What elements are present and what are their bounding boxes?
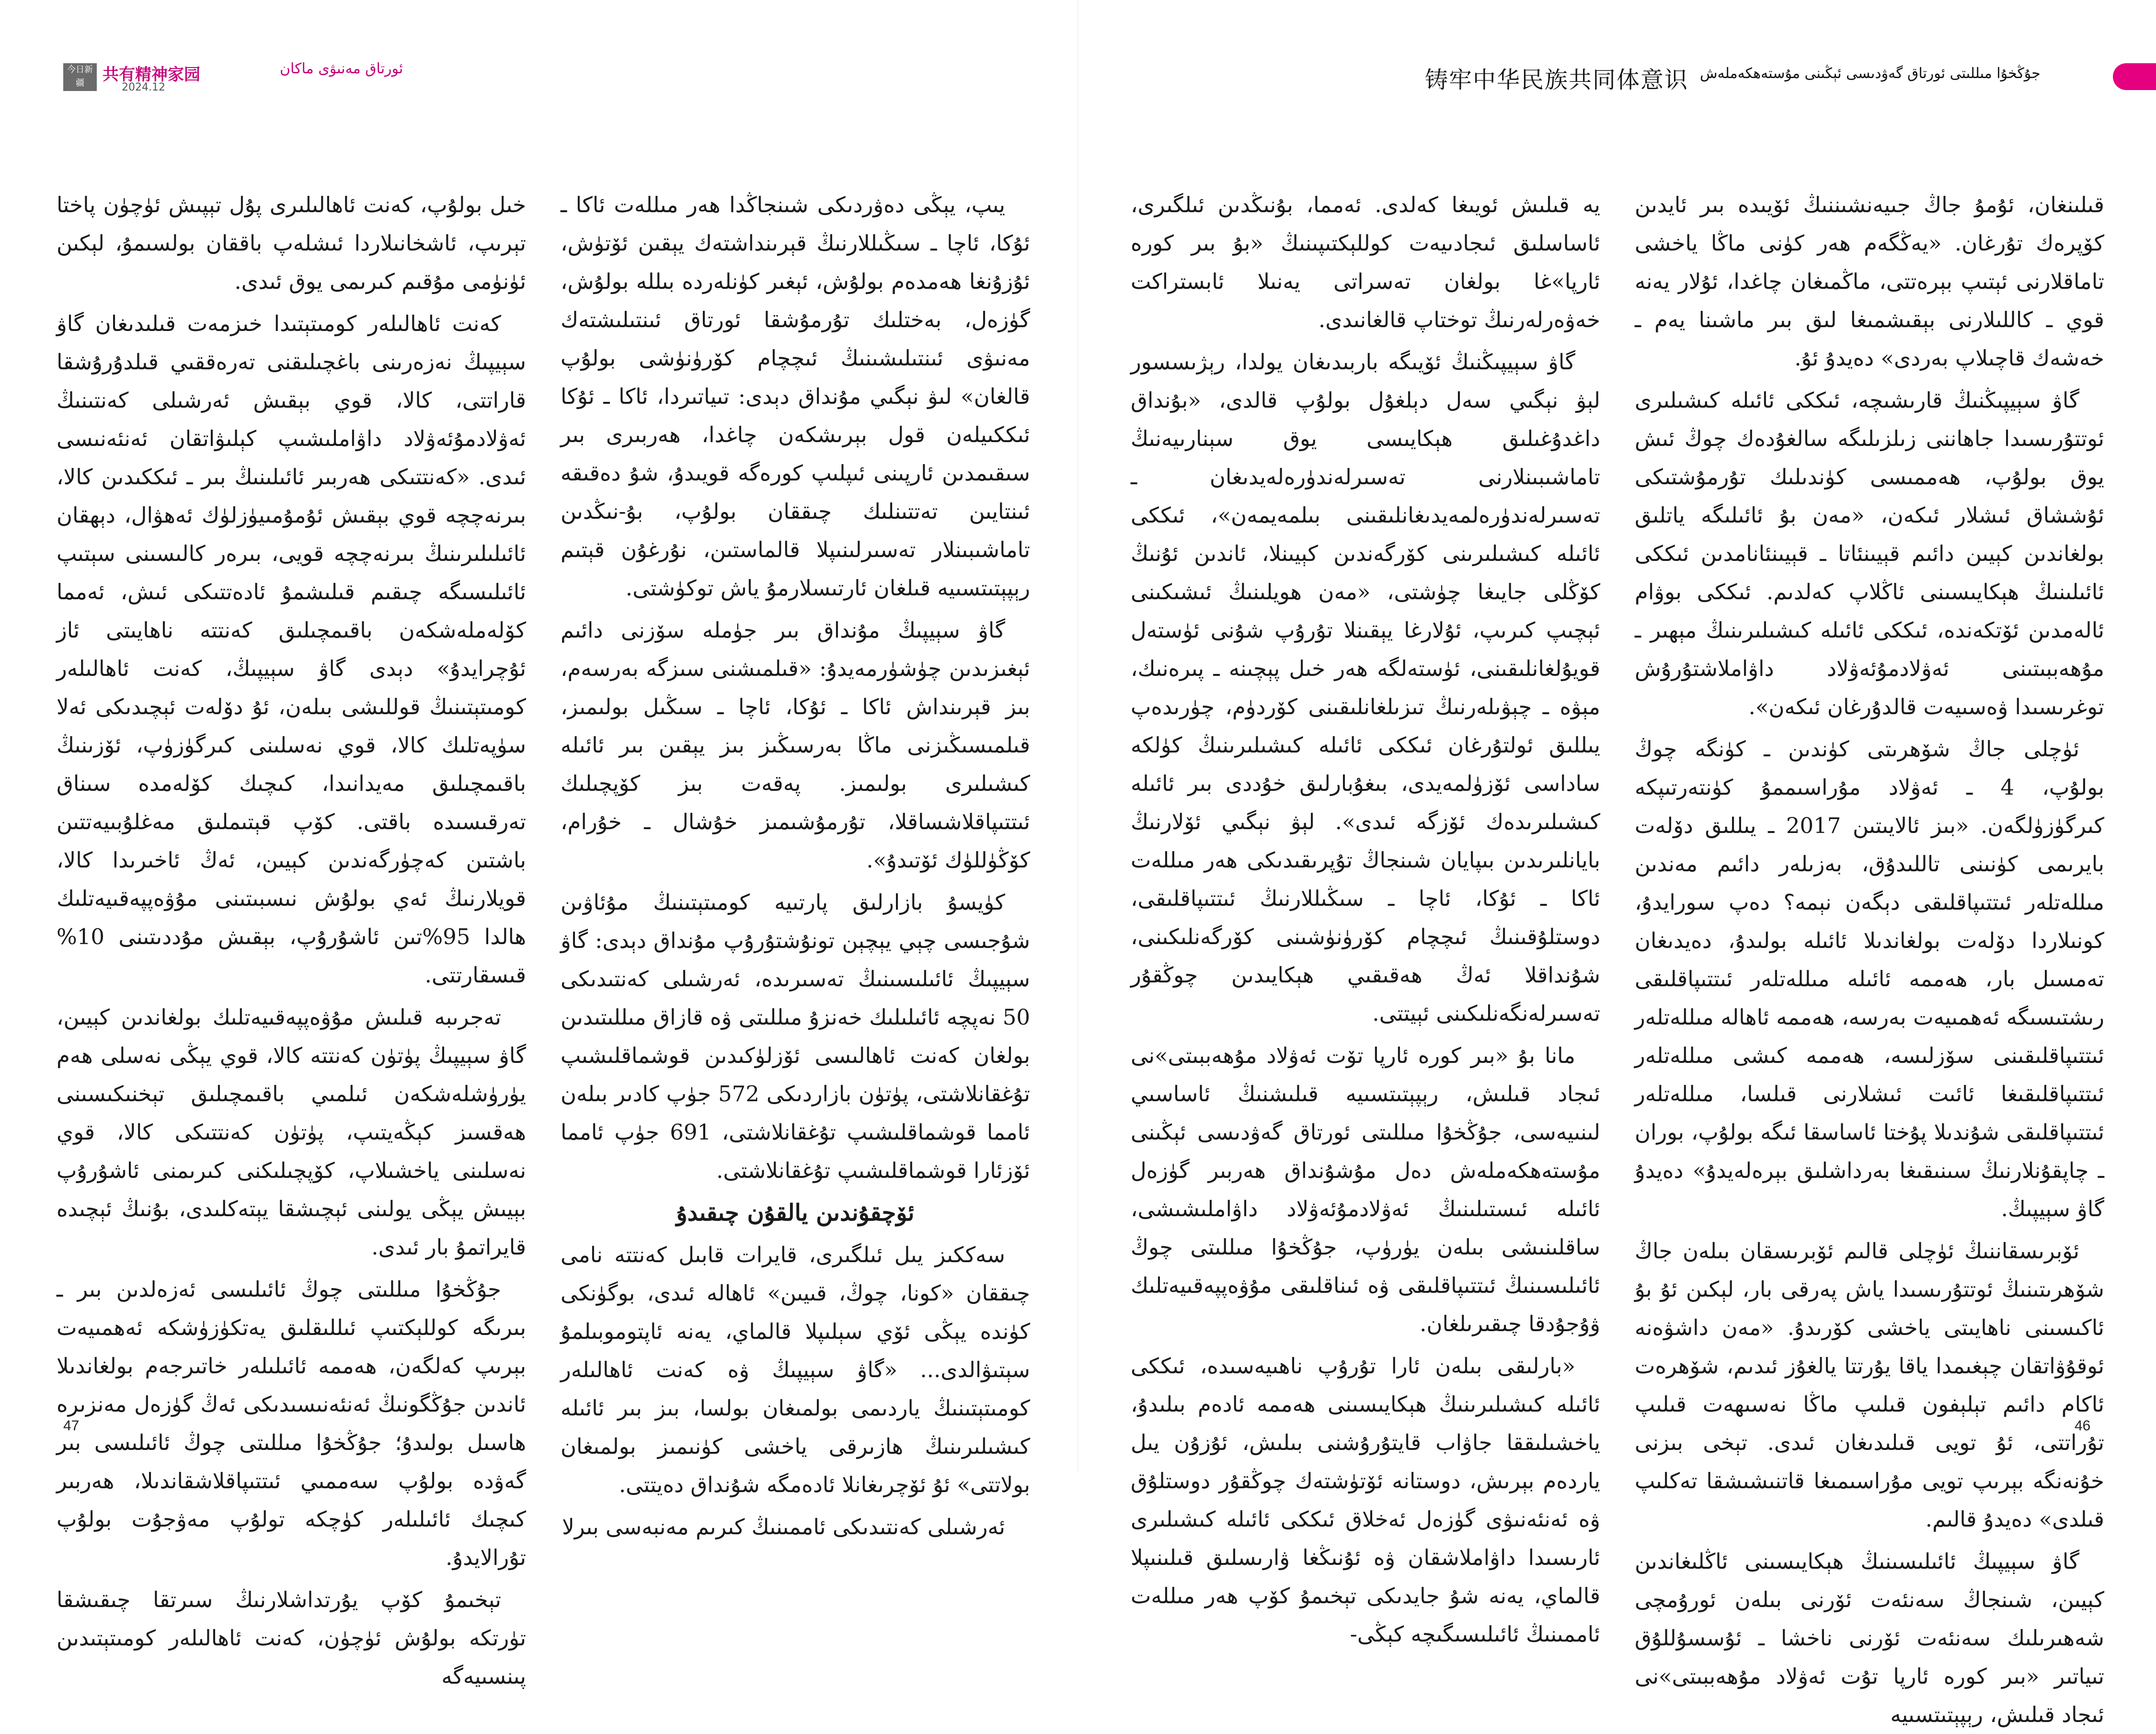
paragraph: گاۋ سېيپىڭنىڭ ئۆيىگە باربىدىغان يولدا، رېژىسسور لېۋ نېگىي سەل دېلغۇل بولۇپ قالدى، «بۇنداق داغدۇغىلىق ھېكايىسى يوق سېنارىيەنىڭ تاماشىبىنلارنى تەسىرلەندۈرەلەيدىغان ـ تەسىرلەندۈرەلمەيدىغانلىقىنى بىلمەيمەن»، ئىككى ئائىلە كىشىلىرىنى كۆرگەندىن كېيىنلا، ئاندىن ئۇنىڭ كۆڭلى جايىغا چۈشتى، «مەن ھويلىنىڭ ئىشىكىنى ئېچىپ كىرىپ، ئۇلارغا يېقىنلا تۇرۇپ شۇنى ئۈستەل قويۇلغانلىقىنى، ئۈستەلگە ھەر خىل پېچىنە ـ پىرەنىك، مېۋە ـ چېۋىلەرنىڭ تىزىلغانلىقىنى كۆردۈم، چۈرىدەپ يىللىق ئولتۇرغان ئىككى ئائىلە كىشىلىرىنىڭ كۈلكە ساداسى ئۆزۈلمەيدى، بىغۇبارلىق خۇددى بىر ئائىلە كىشىلىرىدەك ئۆزگە ئىدى». لېۋ نېگىي ئۆلارنىڭ بايانلىرىدىن بىپايان شىنجاڭ تۇپرىقىدىكى ھەر مىللەت ئاكا ـ ئۇكا، ئاچا ـ سىڭىللارنىڭ ئىتتىپاقلىقى، دوستلۇقىنىڭ ئىچچام كۆرۈنۈشىنى كۆرگەنلىكىنى، شۇنداقلا ئەڭ ھەقىقىي ھېكايىدىن چوڭقۇر تەسىرلەنگەنلىكىنى ئېيتتى. bbox=[1131, 349, 1600, 1026]
paragraph: سەككىز يىل ئىلگىرى، قايرات قابىل كەنتتە نامى چىققان «كونا، چوڭ، قىيىن» ئاھالە ئىدى، بوگۈنكى كۈندە يېڭى ئۆي سېلىپلا قالماي، يەنە ئاپتوموبىلمۇ سېتىۋالدى... «گاۋ سېيپىڭ ۋە كەنت ئاھالىلەر كومىتېتىنىڭ ياردىمى بولمىغان بولسا، بىز بىر ئائىلە كىشىلىرىنىڭ ھازىرقى ياخشى كۈنىمىز بولمىغان بولاتتى» ئۇ ئۆچرىغانلا ئادەمگە شۇنداق دەيتتى. bbox=[561, 1242, 1030, 1497]
paragraph: كۈيسۇ بازارلىق پارتىيە كومىتېتىنىڭ مۇئاۋىن شۇجىسى چېي يېچېن تونۇشتۇرۇپ مۇنداق دېدى: گاۋ سېيپىڭ ئائىلىسىنىڭ تەسىرىدە، ئەرشىلى كەنتىدىكى 50 نەپچە ئائىلىلىك خەنزۇ مىللىتى ۋە قازاق مىللىتىدىن بولغان كەنت ئاھالىسى ئۆزلۈكىدىن قوشماقلىشىپ تۇغقانلاشتى، پۈتۈن بازاردىكى 572 جۈپ كادىر بىلەن ئامما قوشماقلىشىپ تۇغقانلاشتى، 691 جۈپ ئامما ئۆزئارا قوشماقلىشىپ تۇغقانلاشتى. bbox=[561, 890, 1031, 1183]
section-tab-marker bbox=[2113, 63, 2156, 90]
slogan-uyghur: جۇڭخۇا مىللىتى ئورتاق گەۋدىسى ئېڭىنى مۇستەھكەملەش bbox=[1700, 65, 2041, 82]
paragraph: جۇڭخۇا مىللىتى چوڭ ئائىلىسى ئەزەلدىن بىر ـ بىرىگە كوللېكتىپ ئىللىقلىق يەتكۈزۈشكە ئەھمىيەت بېرىپ كەلگەن، ھەممە ئائىلىلەر خاتىرجەم بولغاندىلا ئاندىن جۇڭگونىڭ ئەنئەنىسىدىكى ئەڭ گۈزەل مەنزىرە ھاسىل بولىدۇ؛ جۇڭخۇا مىللىتى چوڭ ئائىلىسى بىر گەۋدە بولۇپ سەممىي ئىتتىپاقلاشقاندىلا، ھەربىر كىچىك ئائىلىلەر كۈچكە تولۇپ مەۋجۇت بولۇپ تۇرالايدۇ. bbox=[57, 1277, 526, 1570]
paragraph: گاۋ سېيپىڭ مۇنداق بىر جۈملە سۆزنى دائىم ئېغىزىدىن چۈشۈرمەيدۇ: «قىلمىشنى سىزگە بەرسەم، بىز قېرىنداش ئاكا ـ ئۇكا، ئاچا ـ سىڭىل بولىمىز، قىلمىسىڭىزنى ماڭا بەرسىڭىز بىز يېقىن بىر ئائىلە كىشىلىرى بولىمىز. پەقەت بىز كۆپچىلىك ئىتتىپاقلاشساقلا، تۇرمۇشىمىز خۇشال ـ خۇرام، كۆڭۈللۈك ئۆتىدۇ». bbox=[561, 617, 1030, 873]
paragraph: تېخىمۇ كۆپ يۇرتداشلارنىڭ سىرتقا چىقىشقا تۈرتكە بولۇش ئۈچۈن، كەنت ئاھالىلەر كومىتېتىدىن پىنسىيەگە bbox=[57, 1587, 526, 1689]
magazine-name: 共有精神家园 bbox=[103, 65, 200, 84]
magazine-logo bbox=[63, 63, 97, 91]
paragraph: ئۆبرىسقاننىڭ ئۈچلى قالىم ئۆبرىسقان بىلەن جاڭ شۆھرىتىنىڭ ئوتتۇرىسىدا ياش پەرقى بار، لېكىن ئۇ بۇ ئاكىسىنى ناھايىتى ياخشى كۆرىدۇ. «مەن داشۋەنە ئوقۇۋاتقان چېغىمدا ياقا يۇرتتا يالغۇز ئىدىم، شۆھرەت ئاكام دائىم تېلېفون قىلىپ ماڭا نەسىھەت قىلىپ تۇراتتى، ئۇ تويى قىلىدىغان ئىدى. تېخى بىزنى خۇنەنگە بېرىپ تويى مۇراسىمىغا قاتنىشىشقا تەكلىپ قىلدى» دەيدۇ قالىم. bbox=[1635, 1238, 2104, 1532]
section-subheading: ئۆچقۇندىن يالقۇن چىقىدۇ bbox=[676, 1199, 915, 1226]
paragraph: ئۈچلى جاڭ شۆھرىتى كۈندىن ـ كۈنگە چوڭ بولۇپ، 4 ـ ئەۋلاد مۇراسىممۇ كۈنتەرتىپكە كىرگۈزۈلگەن. «بىز ئالايىتىن 2017 ـ يىللىق دۆلەت بايرىمى كۈنىنى تاللىدۇق، بەزىلەر دائىم مەندىن مىللەتلەر ئىتتىپاقلىقى دېگەن نېمە؟ دەپ سورايدۇ، كونىلاردا دۆلەت بولغاندىلا ئائىلە بولىدۇ، دەيدىغان تەمسىل بار، ھەممە ئائىلە مىللەتلەر ئىتتىپاقلىقى رىشتىسىگە ئەھمىيەت بەرسە، ھەممە ئاھالە مىللەتلەر ئىتتىپاقلىقىنى سۆزلىسە، ھەممە كىشى مىللەتلەر ئىتتىپاقلىقىغا ئائىت ئىشلارنى قىلسا، مىللەتلەر ئىتتىپاقلىقى شۇندىلا پۇختا ئاساسقا ئىگە بولۇپ، بوران ـ چاپقۇنلارنىڭ سىنىقىغا بەرداشلىق بېرەلەيدۇ» دەيدۇ گاۋ سېيپىڭ. bbox=[1635, 736, 2104, 1221]
paragraph: تەجرىبە قىلىش مۇۋەپپەقىيەتلىك بولغاندىن كېيىن، گاۋ سېيپىڭ پۈتۈن كەنتتە كالا، قوي يېڭى نەسلى ھەم يۈرۈشلەشكەن ئىلمىي باقىمچىلىق تېخنىكىسىنى ھەقسىز كېڭەيتىپ، پۈتۈن كەنتتىكى كالا، قوي نەسلىنى ياخشىلاپ، كۆپچىلىكنى كىرىمنى ئاشۇرۇپ بېيىش يېڭى يولىنى ئېچىشقا يېتەكلىدى، بۇنىڭ ئېچىدە قايراتمۇ بار ئىدى. bbox=[57, 1004, 526, 1260]
section-title-ug: ئورتاق مەنىۋى ماكان bbox=[280, 60, 403, 77]
paragraph: يە قىلىش ئويىغا كەلدى. ئەمما، بۇنىڭدىن ئىلگىرى، ئاساسلىق ئىجادىيەت كوللېكتىپىنىڭ «بۇ بىر كورە ئارپا»غا بولغان تەسراتى يەنىلا ئابستراكت خەۋەرلەرنىڭ توختاپ قالغانىدى. bbox=[1131, 192, 1600, 332]
left-page bbox=[0, 0, 1078, 1689]
page-number-right: 46 bbox=[2075, 1418, 2091, 1434]
paragraph: گاۋ سېيپىڭ ئائىلىسىنىڭ ھېكايىسىنى ئاڭلىغاندىن كېيىن، شىنجاڭ سەنئەت ئۆرنى بىلەن ئورۇمچى شەھىرىلىك سەنئەت ئۆرنى ناخشا ـ ئۇسسۇللۇق تىياتىر «بىر كورە ئارپا تۇت ئەۋلاد مۇھەببىتى»نى ئىجاد قىلىش، رېپېتىتسىيە bbox=[1635, 1549, 2104, 1727]
column-left-inner bbox=[561, 186, 1031, 1540]
magazine-logo-text: 今日新疆 bbox=[67, 65, 93, 88]
paragraph: «بارلىقى بىلەن ئارا تۇرۇپ ناھىيەسىدە، ئىككى ئائىلە كىشىلىرىنىڭ ھېكايىسىنى ھەممە ئادەم بىلىدۇ، ياخشىلىققا جاۋاب قايتۇرۇشنى بىلىش، ئۇزۇن يىل ياردەم بېرىش، دوستانە ئۆتۈشتەك چوڭقۇر دوستلۇق ۋە ئەنئەنىۋى گۈزەل ئەخلاق ئىككى ئائىلە كىشىلىرى ئارىسىدا داۋاملاشقان ۋە ئۇنىڭغا ۋارىسلىق قىلىنىپلا قالماي، يەنە شۇ جايدىكى تېخىمۇ كۆپ ھەر مىللەت ئاممىنىڭ ئائىلىسىگىچە كېڭى- bbox=[1131, 1353, 1600, 1647]
paragraph: گاۋ سېيپىڭنىڭ قارىشىچە، ئىككى ئائىلە كىشىلىرى ئوتتۇرىسىدا جاھاننى زىلزىلىگە سالغۇدەك چوڭ ئىش يوق بولۇپ، ھەممىسى كۈندىلىك تۇرمۇشتىكى ئۇششاق ئىشلار ئىكەن، «مەن بۇ ئائىلىگە ياتلىق بولغاندىن كېيىن دائىم قېيىنئاتا ـ قېيىنئانامدىن ئىككى ئائىلىنىڭ ھېكايىسىنى ئاڭلاپ كەلدىم. ئىككى بوۋام ئالەمدىن ئۆتكەندە، ئىككى ئائىلە كىشىلىرىنىڭ مېھىر ـ مۇھەببىتىنى ئەۋلادمۇئەۋلاد داۋاملاشتۇرۇش توغرىسىدا ۋەسىيەت قالدۇرغان ئىكەن». bbox=[1635, 388, 2104, 719]
paragraph: قىلىنغان، ئۇمۇ جاڭ جىيەنشىننىڭ ئۆيىدە بىر ئايدىن كۆپرەك تۇرغان. «يەڭگەم ھەر كۈنى ماڭا ياخشى تاماقلارنى ئېتىپ بېرەتتى، ماڭمىغان چاغدا، ئۇلار يەنە قوي ـ كاللىلارنى بېقىشمىغا لىق بىر ماشىنا يەم ـ خەشەك قاچىلاپ بەردى» دەيدۇ ئۇ. bbox=[1635, 192, 2104, 371]
paragraph: مانا بۇ «بىر كورە ئارپا تۆت ئەۋلاد مۇھەببىتى»نى ئىجاد قىلىش، رېپېتىتسىيە قىلىشنىڭ ئاساسىي لىنىيەسى، جۇڭخۇا مىللىتى ئورتاق گەۋدىسى ئېڭىنى مۇستەھكەملەش دەل مۇشۇنداق ھەربىر گۈزەل ئائىلە ئىستىلىنىڭ ئەۋلادمۇئەۋلاد داۋاملىشىشى، ساقلىنىشى بىلەن يۈرۈپ، جۇڭخۇا مىللىتى چوڭ ئائىلىسىنىڭ ئىتتىپاقلىقى ۋە ئىناقلىقى مۇۋەپپەقىيەتلىك ۋۇجۇدقا چىقىرىلغان. bbox=[1131, 1043, 1600, 1336]
slogan-chinese: 铸牢中华民族共同体意识 bbox=[1425, 67, 1689, 93]
page-number-left: 47 bbox=[63, 1418, 80, 1434]
paragraph: يىپ، يېڭى دەۋردىكى شىنجاڭدا ھەر مىللەت ئاكا ـ ئۇكا، ئاچا ـ سىڭىللارنىڭ قېرىنداشتەك يېقىن ئۆتۈش، ئۇزۇنغا ھەمدەم بولۇش، ئېغىر كۈنلەردە بىللە بولۇش، گۈزەل، بەختلىك تۇرمۇشقا ئورتاق ئىنتىلىشتەك مەنىۋى ئىنتىلىشىنىڭ ئىچچام كۆرۈنۈشى بولۇپ قالغان» لىۋ نېگىي مۇنداق دېدى: تىياتىردا، ئاكا ـ ئۇكا ئىككىيلەن قول بېرىشكەن چاغدا، ھەربىرى بىر سىقىمدىن ئارپىنى ئىپلىپ كورەگە قويىدۇ، شۇ دەقىقە ئىنتايىن تەتتىنلىك چىققان بولۇپ، بۇ-نىڭدىن تاماشىبىنلار تەسىرلىنىپلا قالماستىن، نۇرغۇن قېتىم رېپېتىتسىيە قىلغان ئارتىسلارمۇ ياش توكۈشتى. bbox=[561, 192, 1030, 601]
paragraph: كەنت ئاھالىلەر كومىتېتىدا خىزمەت قىلىدىغان گاۋ سېيپىڭ نەزەرىنى باغچىلىقنى تەرەققىي قىلدۇرۇشقا قاراتتى، كالا، قوي بېقىش ئەرشىلى كەنتىنىڭ ئەۋلادمۇئەۋلاد داۋاملىشىپ كېلىۋاتقان ئەنئەنىسى ئىدى. «كەنتتىكى ھەربىر ئائىلىنىڭ بىر ـ ئىككىدىن كالا، بىرنەچچە قوي بېقىش ئۇمۇمىيۈزلۈك ئەھۋال، دېھقان ئائىلىلىرىنىڭ بىرنەچچە قويى، بىرەر كالىسىنى سېتىپ ئائىلىسىگە چىقىم قىلىشمۇ ئادەتتىكى ئىش، ئەمما كۆلەملەشكەن باقىمچىلىق كەنتتە ناھايىتى ئاز ئۇچرايدۇ» دېدى گاۋ سېيپىڭ، كەنت ئاھالىلەر كومىتېتىنىڭ قوللىشى بىلەن، ئۇ دۆلەت ئېچىدىكى ئەلا سۈپەتلىك كالا، قوي نەسلىنى كىرگۈزۈپ، ئۆزىنىڭ باقىمچىلىق مەيدانىدا، كىچىك كۆلەمدە سىناق تەرقىسىدە باقتى. كۆپ قېتىملىق مەغلۇبىيەتتىن باشتىن كەچۈرگەندىن كېيىن، ئەڭ ئاخىرىدا كالا، قويلارنىڭ ئەي بولۇش نىسبىتىنى مۇۋەپپەقىيەتلىك ھالدا 95%تىن ئاشۇرۇپ، بېقىش مۇددىتىنى 10% قىسقارتتى. bbox=[57, 311, 526, 988]
issue-date: 2024.12 bbox=[122, 81, 165, 93]
column-right-inner bbox=[1131, 186, 1600, 1647]
paragraph: ئەرشىلى كەنتىدىكى ئاممىنىڭ كىرىم مەنبەسى بىرلا bbox=[562, 1514, 1005, 1540]
paragraph: خىل بولۇپ، كەنت ئاھالىلىرى پۇل تېپىش ئۈچۈن پاختا تېرىپ، ئاشخانىلاردا ئىشلەپ باققان بولسىمۇ، لېكىن ئۈنۈمى مۇقىم كىرىمى يوق ئىدى. bbox=[57, 192, 526, 294]
